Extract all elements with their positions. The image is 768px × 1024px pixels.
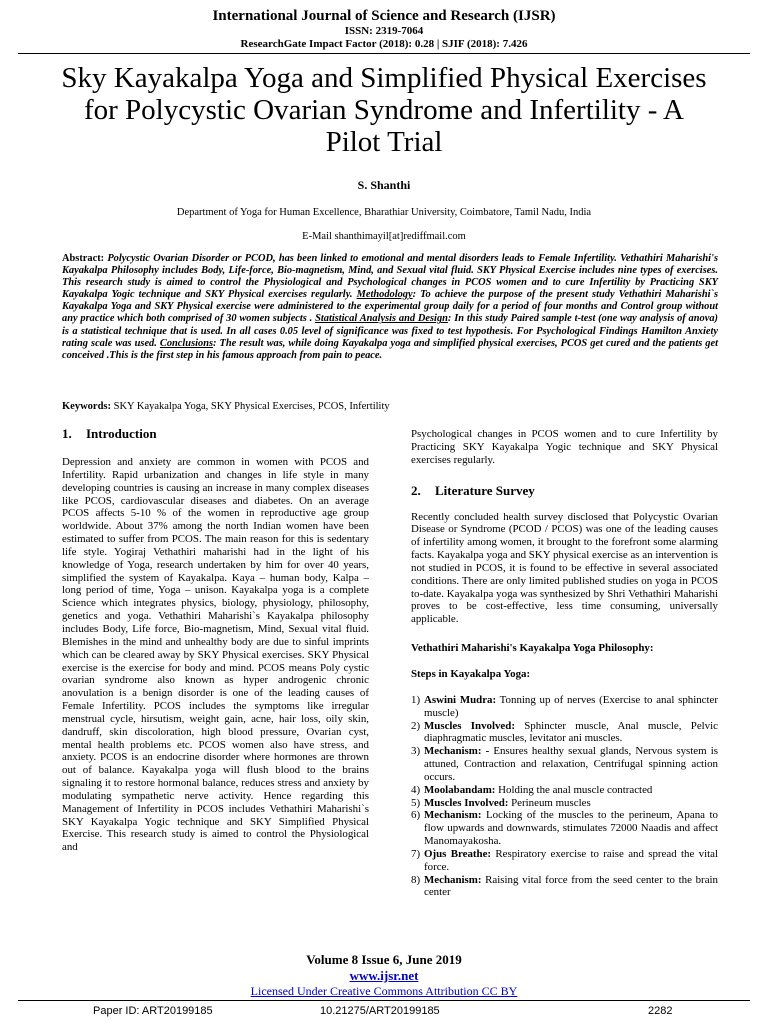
list-item: [411, 720, 718, 746]
paper-title: Sky Kayakalpa Yoga and Simplified Physical Exercises for Polycystic Ovarian Syndrome and Infertility - A Pilot Trial: [61, 62, 707, 158]
impact-factor: ResearchGate Impact Factor (2018): 0.28 | SJIF (2018): 7.426: [240, 38, 528, 50]
step-label: Mechanism: -: [424, 745, 490, 758]
journal-header: [0, 7, 768, 51]
intro-title: Introduction: [86, 426, 157, 441]
footer-meta: [0, 1005, 768, 1019]
doi: 10.21275/ART20199185: [320, 1005, 440, 1017]
step-label: Mechanism:: [424, 809, 482, 822]
author-name: S. Shanthi: [357, 178, 411, 192]
abstract-text-4: : The result was, while doing Kayakalpa yoga and simplified physical exercises, PCOS get cured and the patients get conceived .This is the first step in his famous approach from pain to peace.: [62, 337, 718, 361]
lit-paragraph: Recently concluded health survey disclosed that Polycystic Ovarian Disease or Syndrome (PCOD / PCOS) was one of the leading causes of infertility among women, it brought to the forefront some alarming facts. Kayakalpa yoga and SKY physical exercise as an intervention is not studied in PCOS, it is found to be effective in several associated conditions. There are only limited published studies on yoga in PCOS to-date. Kayakalpa yoga was synthesized by Shri Vethathiri Maharishi proves to be cost-effective, less time consuming, universally applicable.: [411, 510, 718, 626]
lit-title: Literature Survey: [435, 482, 535, 498]
list-item: [411, 797, 718, 810]
step-label: Muscles Involved:: [424, 796, 509, 809]
steps-heading: Steps in Kayakalpa Yoga:: [411, 667, 531, 680]
intro-continued: Psychological changes in PCOS women and to cure Infertility by Practicing SKY Kayakalpa Yogic technique and SKY Physical exercises regularly.: [411, 428, 718, 466]
list-item: [411, 694, 718, 720]
philosophy-heading: Vethathiri Maharishi's Kayakalpa Yoga Philosophy:: [411, 642, 654, 655]
step-label: Aswini Mudra:: [424, 693, 497, 706]
keywords-text: SKY Kayakalpa Yoga, SKY Physical Exercises, PCOS, Infertility: [111, 401, 390, 412]
intro-number: 1.: [62, 426, 72, 441]
step-text: Respiratory exercise to raise and spread the vital force.: [424, 847, 718, 873]
step-number: 1): [411, 693, 421, 706]
abstract-text-3: : In this study Paired sample t-test (one way analysis of anova) is a statistical technique that is used. In all cases 0.05 level of significance was fixed to test hypothesis. For Psychological Findings Hamilton Anxiety rating scale was used.: [62, 313, 718, 349]
abstract-label: Abstract:: [62, 253, 105, 264]
issn: ISSN: 2319-7064: [344, 25, 424, 37]
abstract-text-1: Polycystic Ovarian Disorder or PCOD, has been linked to emotional and mental disorders leads to Female Infertility. Vethathiri Maharishi's Kayakalpa Philosophy includes Body, Life-force, Bio-magnetism, Mind, and Sexual vital fluid. SKY Physical Exercise includes nine types of exercises. This research study is aimed to control the Physiological and Psychological changes in PCOS women and to cure Infertility by Practicing SKY Kayakalpa Yogic technique and SKY Physical exercises regularly.: [62, 253, 718, 301]
step-text: Perineum muscles: [508, 796, 591, 809]
list-item: [411, 848, 718, 874]
step-text: Holding the anal muscle contracted: [495, 783, 653, 796]
paper-id: Paper ID: ART20199185: [93, 1005, 213, 1017]
footer-divider: [18, 1000, 750, 1001]
design-label: Statistical Analysis and Design: [315, 313, 448, 325]
abstract: [62, 253, 718, 362]
step-text: Raising vital force from the seed center to the brain center: [424, 873, 718, 899]
step-label: Mechanism:: [424, 873, 482, 886]
lit-number: 2.: [411, 482, 421, 498]
lit-heading: [411, 483, 718, 499]
step-number: 4): [411, 783, 421, 796]
affiliation: Department of Yoga for Human Excellence, Bharathiar University, Coimbatore, Tamil Nadu, India: [176, 207, 592, 218]
license-link[interactable]: Licensed Under Creative Commons Attribution CC BY: [250, 984, 518, 998]
step-number: 8): [411, 873, 421, 886]
steps-list: [411, 694, 718, 900]
step-text: Ensures healthy sexual glands, Nervous system is attuned, Contraction and relaxation, Centrifugal spinning action occurs.: [424, 745, 718, 783]
abstract-text-2: : To achieve the purpose of the present study Vethathiri Maharishi`s Kayakalpa Yoga and SKY Physical exercise were administered to the experimental group daily for a period of four months and Control group without any practice which both comprised of 30 women subjects .: [62, 289, 718, 325]
step-number: 3): [411, 745, 421, 758]
step-text: Sphincter muscle, Anal muscle, Pelvic diaphragmatic muscles, levitator ani muscles.: [424, 719, 718, 745]
journal-website-link[interactable]: www.ijsr.net: [349, 968, 419, 983]
step-label: Moolabandam:: [424, 783, 496, 796]
step-number: 2): [411, 719, 421, 732]
step-number: 7): [411, 847, 421, 860]
keywords-label: Keywords:: [62, 401, 111, 412]
intro-heading: [62, 426, 369, 442]
step-label: Muscles Involved:: [424, 719, 515, 732]
left-column: [62, 426, 369, 864]
volume-info: Volume 8 Issue 6, June 2019: [306, 952, 462, 967]
list-item: [411, 745, 718, 784]
conclusion-label: Conclusions: [159, 337, 214, 349]
step-text: Tonning up of nerves (Exercise to anal sphincter muscle): [424, 693, 718, 719]
step-number: 5): [411, 796, 421, 809]
list-item: [411, 809, 718, 848]
journal-name: International Journal of Science and Research (IJSR): [212, 8, 556, 24]
methodology-label: Methodology: [356, 289, 413, 301]
intro-paragraph: Depression and anxiety are common in women with PCOS and Infertility. Rapid urbanization and changes in life style in many developing countries is causing an increase in many complex diseases like PCOS, cardiovascular diseases and diabetes. On an average PCOS affects 5-10 % of the women in reproductive age group worldwide. About 37% among the north Indian women have been estimated to suffer from PCOS. The main reason for this is sedentary life style. Yogiraj Vethathiri maharishi had in the light of his knowledge of Yoga, research undertaken by him for over 40 years, simplified the system of Kayakalpa. Kaya – human body, Kalpa – long period of time, Yoga – unison. Kayakalpa yoga is a complete Science which integrates physics, biology, physiology, philosophy, genetics and yoga. Vethathiri Maharishi`s Kayakalpa philosophy includes Body, Life force, Bio-magnetism, Mind, Sexual vital fluid. Blemishes in the mind and unhealthy body are due to sinful imprints which can be cleared away by SKY Physical exercises. SKY Physical exercise is the exercise for body and mind. PCOS means Poly cystic ovarian syndrome also known as hyper androgenic chronic anovulation is a benign disorder is one of the leading causes of Female Infertility. PCOS includes the symptoms like irregular menstrual cycle, hirsutism, weight gain, acne, hair loss, oily skin, dandruff, skin discoloration, high blood pressure, Ovarian cyst, mental health problems etc. PCOS women also have stress, and anxiety. PCOS is an endocrine disorder where hormones are thrown out of balance. Kayakalpa yoga will flush blood to the brains signaling it to restore hormonal balance, reduces stress and anxiety by modulating sympathetic nerve activity. Hence regarding this Management of Infertility in PCOS includes Vethathiri Maharishi`s SKY Kayakalpa Yogic technique and SKY Simplified Physical Exercise. This research study is aimed to control the Physiological and: [62, 456, 369, 854]
page-number: 2282: [648, 1005, 673, 1017]
list-item: [411, 784, 718, 797]
header-divider: [18, 53, 750, 54]
right-column: [411, 428, 718, 899]
step-text: Locking of the muscles to the perineum, Apana to flow upwards and downwards, stimulates 72000 Naadis and affect Manomayakosha.: [424, 809, 718, 848]
step-label: Ojus Breathe:: [424, 847, 492, 860]
page-footer: [0, 952, 768, 999]
list-item: [411, 874, 718, 900]
step-number: 6): [411, 809, 421, 822]
author-email: E-Mail shanthimayil[at]rediffmail.com: [302, 231, 466, 242]
keywords: [62, 401, 718, 412]
